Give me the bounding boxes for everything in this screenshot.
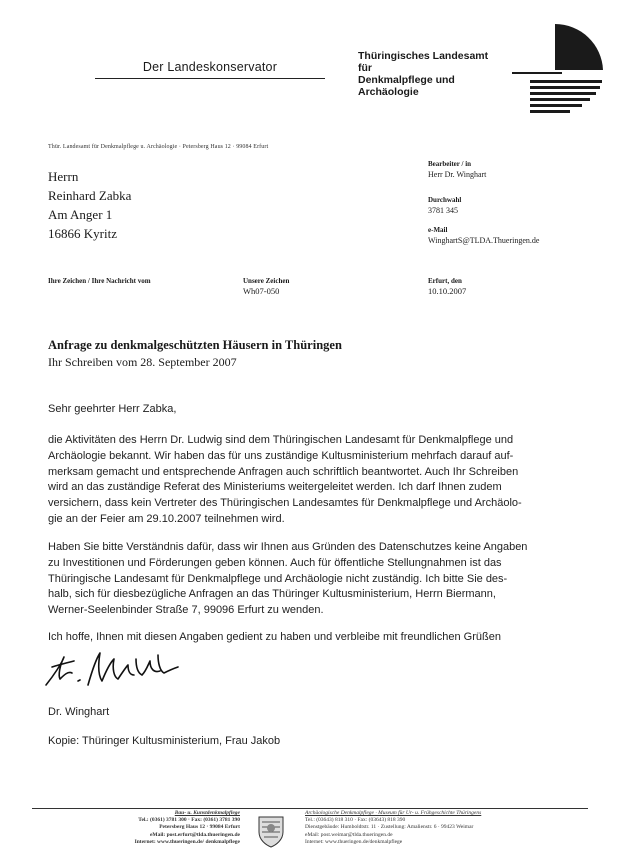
paragraph-1 — [48, 433, 588, 528]
footer-left-line: Bau- u. Kunstdenkmalpflege — [174, 810, 240, 816]
email-value: WinghartS@TLDA.Thueringen.de — [428, 236, 540, 245]
footer-right — [305, 810, 595, 846]
footer-left-line: Petersberg Haus 12 · 99084 Erfurt — [159, 824, 240, 831]
footer-left-line: Internet: www.thueringen.de/ denkmalpflege — [134, 838, 240, 845]
recipient-address — [48, 167, 131, 243]
body-line: versichern, dass kein Vertreter des Thüringischen Landesamtes für Denkmalpflege und Archäolo- — [48, 497, 522, 510]
letterhead-left — [95, 60, 325, 79]
institution-logo-icon — [500, 20, 610, 120]
body-line: Haben Sie bitte Verständnis dafür, dass wir Ihnen aus Gründen des Datenschutzes keine Angaben — [48, 541, 528, 553]
body-line: gie an der Feier am 29.10.2007 teilnehmen wird. — [48, 512, 285, 525]
body-line: Ich hoffe, Ihnen mit diesen Angaben gedient zu haben und verbleibe mit freundlichen Grüßen — [48, 631, 501, 643]
body-line: Archäologie bekannt. Wir haben das für uns zuständige Kultusministerium mehrfach darauf auf- — [48, 449, 514, 462]
footer-right-line: Internet: www.thueringen.de/denkmalpflege — [305, 838, 403, 845]
date-label: Erfurt, den — [428, 277, 462, 285]
letter-subject-reference: Ihr Schreiben vom 28. September 2007 — [48, 355, 237, 369]
institution-line-1: Thüringisches Landesamt für — [358, 50, 489, 74]
institution-line-2: Denkmalpflege und Archäologie — [358, 74, 455, 98]
footer-rule — [32, 808, 588, 809]
copy-note: Kopie: Thüringer Kultusministerium, Frau Jakob — [48, 735, 281, 747]
paragraph-3 — [48, 630, 588, 646]
recipient-line: Reinhard Zabka — [48, 188, 132, 203]
salutation: Sehr geehrter Herr Zabka, — [48, 403, 177, 415]
ihre-zeichen-label: Ihre Zeichen / Ihre Nachricht vom — [48, 277, 151, 285]
paragraph-2 — [48, 540, 588, 619]
body-line: die Aktivitäten des Herrn Dr. Ludwig sind dem Thüringischen Landesamt für Denkmalpflege und — [48, 434, 514, 446]
letterhead-title: Der Landeskonservator — [142, 60, 278, 74]
body-line: zu Investitionen und Förderungen geben können. Auch für öffentliche Stellungnahmen ist das — [48, 556, 502, 569]
letter-subject: Anfrage zu denkmalgeschützten Häusern in Thüringen — [48, 338, 342, 352]
recipient-line: Herrn — [48, 169, 79, 184]
footer-left — [90, 810, 240, 846]
sender-line: Thür. Landesamt für Denkmalpflege u. Archäologie · Petersberg Haus 12 · 99084 Erfurt — [48, 144, 269, 150]
bearbeiter-label: Bearbeiter / in — [428, 160, 472, 168]
footer-right-line: Archäologische Denkmalpflege · Museum für Ur- u. Frühgeschichte Thüringens — [305, 810, 482, 816]
durchwahl-label: Durchwahl — [428, 196, 462, 204]
signature-name: Dr. Winghart — [48, 706, 110, 718]
handwritten-signature-icon — [40, 645, 210, 695]
footer-right-line: Dienstgebäude: Humboldtstr. 11 · Zustellung: Amalienstr. 6 · 99423 Weimar — [305, 824, 474, 831]
recipient-line: 16866 Kyritz — [48, 226, 117, 241]
body-line: merksam gemacht und entsprechende Anfragen auch schriftlich beantwortet. Auch Ihr Schreiben — [48, 465, 519, 478]
footer-right-line: eMail: post.weimar@tlda.thueringen.de — [305, 831, 393, 838]
date-value: 10.10.2007 — [428, 286, 467, 296]
email-label: e-Mail — [428, 226, 448, 234]
bearbeiter-value: Herr Dr. Winghart — [428, 170, 487, 179]
recipient-line: Am Anger 1 — [48, 207, 113, 222]
body-line: wird an das zuständige Referat des Ministeriums weitergeleitet werden. Ich darf Ihnen zudem — [48, 481, 502, 494]
body-line: halb, sich für diesbezügliche Anfragen an das Thüringer Kultusministerium, Herrn Biermann, — [48, 588, 496, 601]
letterhead-rule — [95, 78, 325, 79]
footer-right-line: Tel.: (03643) 818 310 · Fax: (03643) 818 390 — [305, 817, 406, 824]
unsere-zeichen-value: Wh07-050 — [243, 286, 280, 296]
letterhead-institution — [358, 50, 503, 98]
footer-left-line: eMail: post.erfurt@tlda.thueringen.de — [149, 831, 240, 838]
footer-left-line: Tel.: (0361) 3781 300 · Fax: (0361) 3781 390 — [138, 817, 240, 824]
body-line: Thüringische Landesamt für Denkmalpflege und Archäologie nicht zuständig. Ich bitte Sie des- — [48, 572, 508, 585]
unsere-zeichen-label: Unsere Zeichen — [243, 277, 290, 285]
body-line: Werner-Seelenbinder Straße 7, 99096 Erfurt zu wenden. — [48, 604, 324, 617]
durchwahl-value: 3781 345 — [428, 206, 458, 215]
coat-of-arms-icon — [256, 814, 286, 848]
